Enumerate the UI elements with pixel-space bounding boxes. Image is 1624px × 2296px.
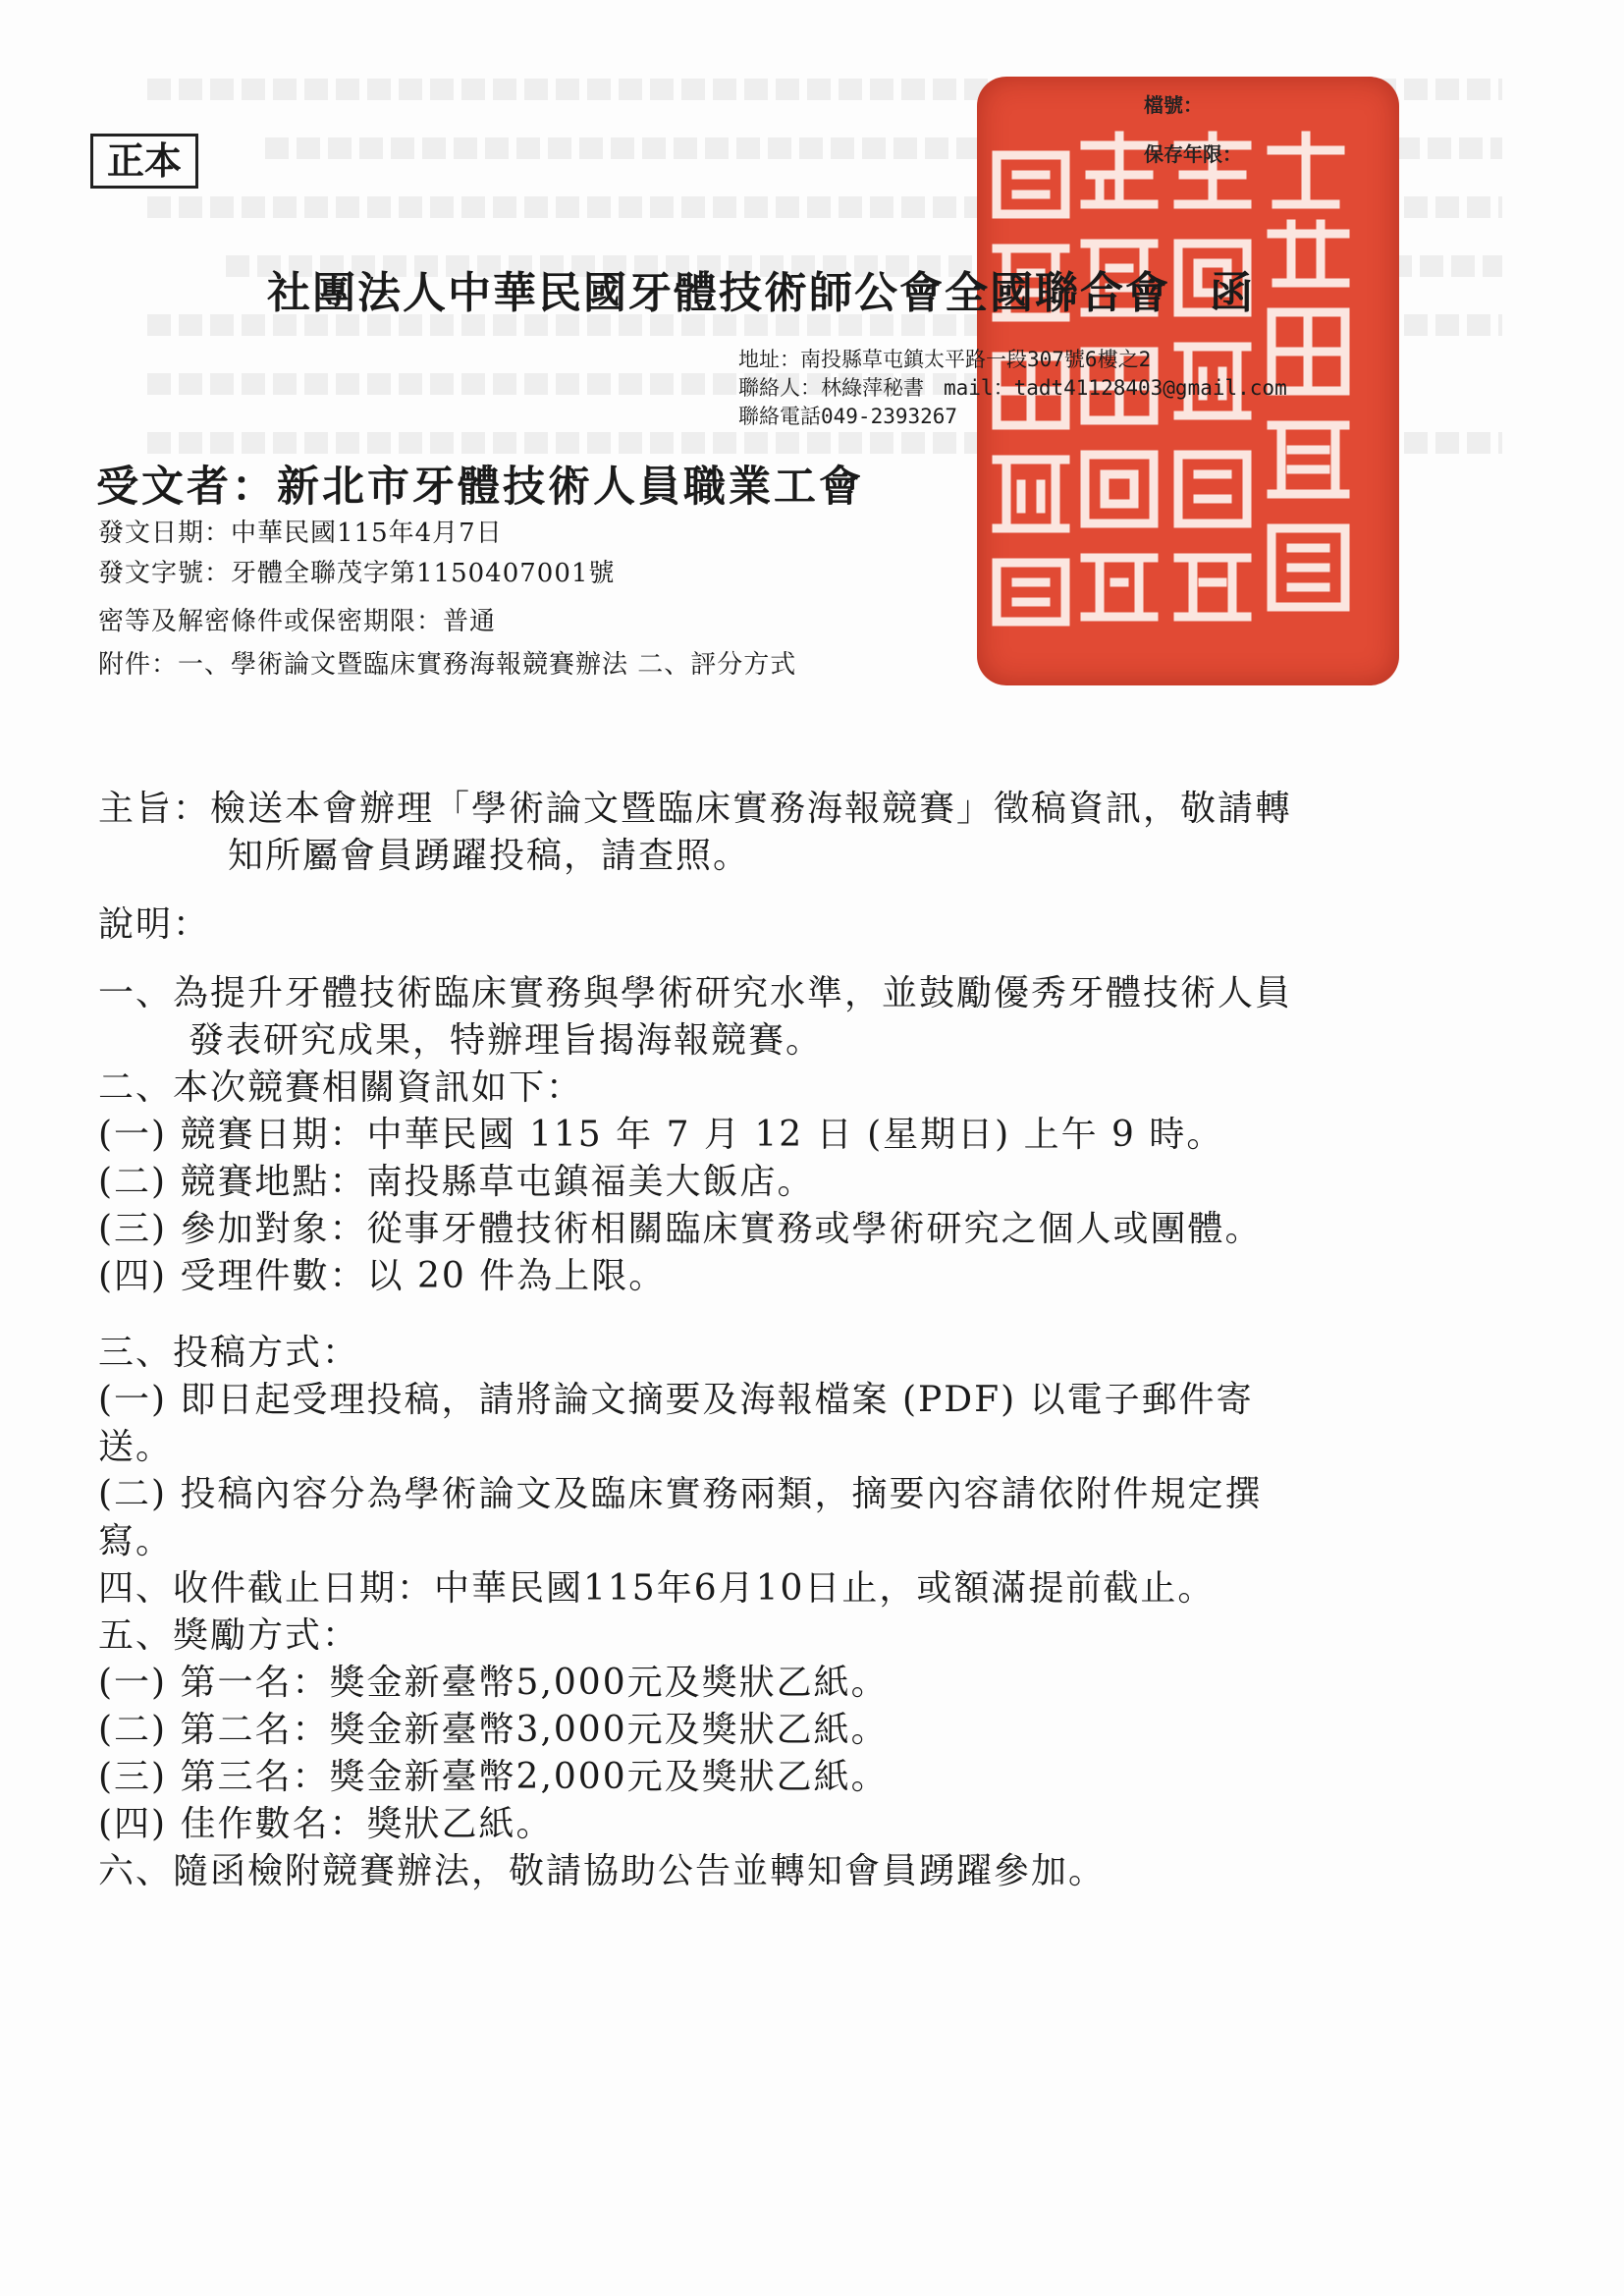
item-2-4: (四) 受理件數：以 20 件為上限。: [98, 1256, 667, 1296]
item-3: 三、投稿方式：: [98, 1333, 360, 1373]
item-3-1: (一) 即日起受理投稿，請將論文摘要及海報檔案 (PDF) 以電子郵件寄: [98, 1380, 1254, 1420]
item-4: 四、收件截止日期：中華民國115年6月10日止，或額滿提前截止。: [98, 1568, 1216, 1609]
sender-email: mail：tadt41128403@gmail.com: [944, 376, 1287, 400]
item-3-2: (二) 投稿內容分為學術論文及臨床實務兩類，摘要內容請依附件規定撰: [98, 1474, 1263, 1514]
original-copy-mark: 正本: [90, 134, 198, 189]
document-title: [267, 257, 1255, 320]
retention-label: 保存年限：: [1144, 142, 1242, 166]
file-number-label: 檔號：: [1144, 93, 1203, 117]
item-1-cont: 發表研究成果，特辦理旨揭海報競賽。: [189, 1020, 824, 1061]
recipient: 受文者：新北市牙體技術人員職業工會: [96, 463, 864, 512]
subject-line-cont: 知所屬會員踴躍投稿，請查照。: [228, 836, 751, 876]
explanation-heading: 說明：: [98, 904, 211, 945]
item-1: 一、為提升牙體技術臨床實務與學術研究水準，並鼓勵優秀牙體技術人員: [98, 973, 1293, 1013]
item-3-1-cont: 送。: [98, 1427, 174, 1467]
security-level: 密等及解密條件或保密期限：普通: [98, 607, 497, 636]
item-5-2: (二) 第二名：獎金新臺幣3,000元及獎狀乙紙。: [98, 1710, 889, 1750]
item-5-1: (一) 第一名：獎金新臺幣5,000元及獎狀乙紙。: [98, 1663, 889, 1703]
item-5: 五、獎勵方式：: [98, 1615, 360, 1656]
subject-line: 主旨：檢送本會辦理「學術論文暨臨床實務海報競賽」徵稿資訊，敬請轉: [98, 789, 1293, 829]
sender-phone: 聯絡電話049-2393267: [738, 405, 958, 428]
item-2-1: (一) 競賽日期：中華民國 115 年 7 月 12 日 (星期日) 上午 9 時。: [98, 1115, 1224, 1155]
item-2-3: (三) 參加對象：從事牙體技術相關臨床實務或學術研究之個人或團體。: [98, 1209, 1263, 1249]
item-5-4: (四) 佳作數名：獎狀乙紙。: [98, 1804, 554, 1844]
sender-contact-person: 聯絡人：林綠萍秘書: [738, 376, 924, 400]
sender-contact-block: [738, 346, 1287, 431]
sender-address: 地址：南投縣草屯鎮太平路一段307號6樓之2: [738, 348, 1152, 371]
document-body: [98, 786, 1492, 1895]
attachments: 附件：一、學術論文暨臨床實務海報競賽辦法 二、評分方式: [98, 650, 797, 680]
document-number: 發文字號：牙體全聯茂字第1150407001號: [98, 559, 616, 588]
issue-date: 發文日期：中華民國115年4月7日: [98, 519, 503, 548]
item-3-2-cont: 寫。: [98, 1521, 174, 1561]
document-type: 函: [1210, 268, 1255, 318]
archive-labels: [1144, 81, 1242, 179]
item-5-3: (三) 第三名：獎金新臺幣2,000元及獎狀乙紙。: [98, 1757, 889, 1797]
issuer-name: 社團法人中華民國牙體技術師公會全國聯合會: [267, 268, 1170, 318]
item-2: 二、本次競賽相關資訊如下：: [98, 1067, 584, 1108]
item-6: 六、隨函檢附競賽辦法，敬請協助公告並轉知會員踴躍參加。: [98, 1851, 1107, 1891]
item-2-2: (二) 競賽地點：南投縣草屯鎮福美大飯店。: [98, 1162, 815, 1202]
